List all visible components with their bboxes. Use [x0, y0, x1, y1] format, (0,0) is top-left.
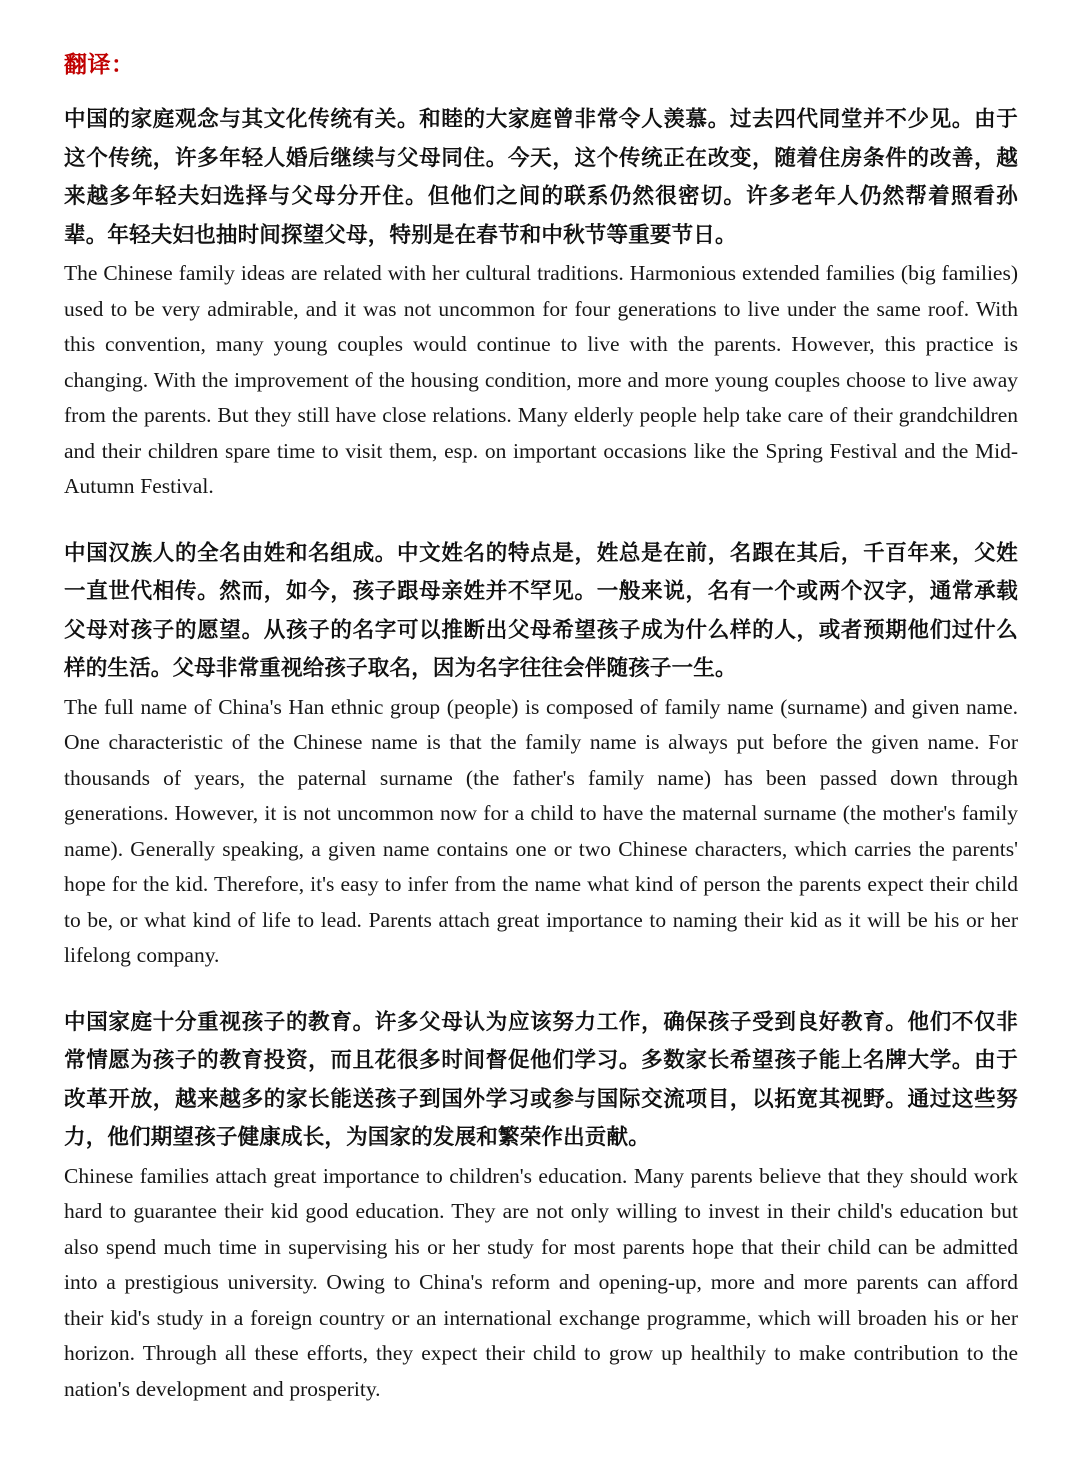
page-title: 翻译：	[64, 52, 135, 78]
translation-block-education	[64, 1004, 1018, 1408]
english-translation: Chinese families attach great importance to children's education. Many parents believe that they should work hard to guarantee their kid good education. They are not only willing to invest in their child's education but also spend much time in supervising his or her study for most parents hope that their child can be admitted into a prestigious university. Owing to China's reform and opening-up, more and more parents can afford their kid's study in a foreign country or an international exchange programme, which will broaden his or her horizon. Through all these efforts, they expect their child to grow up healthily to make contribution to the nation's development and prosperity.	[64, 1163, 1018, 1401]
english-translation: The Chinese family ideas are related with her cultural traditions. Harmonious extended families (big families) used to be very admirable, and it was not uncommon for four generations to live under the same roof. With this convention, many young couples would continue to live with the parents. However, this practice is changing. With the improvement of the housing condition, more and more young couples choose to live away from the parents. But they still have close relations. Many elderly people help take care of their grandchildren and their children spare time to visit them, esp. on important occasions like the Spring Festival and the Mid-Autumn Festival.	[64, 261, 1018, 499]
document-content	[64, 0, 1018, 1407]
chinese-passage: 中国汉族人的全名由姓和名组成。中文姓名的特点是，姓总是在前，名跟在其后，千百年来，父姓一直世代相传。然而，如今，孩子跟母亲姓并不罕见。一般来说，名有一个或两个汉字，通常承载父母对孩子的愿望。从孩子的名字可以推断出父母希望孩子成为什么样的人，或者预期他们过什么样的生活。父母非常重视给孩子取名，因为名字往往会伴随孩子一生。	[64, 540, 1018, 682]
translation-block-han-names	[64, 535, 1018, 974]
translation-block-family-ideas	[64, 101, 1018, 505]
chinese-passage: 中国家庭十分重视孩子的教育。许多父母认为应该努力工作，确保孩子受到良好教育。他们不仅非常情愿为孩子的教育投资，而且花很多时间督促他们学习。多数家长希望孩子能上名牌大学。由于改革开放，越来越多的家长能送孩子到国外学习或参与国际交流项目，以拓宽其视野。通过这些努力，他们期望孩子健康成长，为国家的发展和繁荣作出贡献。	[64, 1009, 1018, 1151]
chinese-passage: 中国的家庭观念与其文化传统有关。和睦的大家庭曾非常令人羡慕。过去四代同堂并不少见。由于这个传统，许多年轻人婚后继续与父母同住。今天，这个传统正在改变，随着住房条件的改善，越来越多年轻夫妇选择与父母分开住。但他们之间的联系仍然很密切。许多老年人仍然帮着照看孙辈。年轻夫妇也抽时间探望父母，特别是在春节和中秋节等重要节日。	[64, 107, 1018, 248]
english-translation: The full name of China's Han ethnic group (people) is composed of family name (surname) and given name. One characteristic of the Chinese name is that the family name is always put before the given name. For thousands of years, the paternal surname (the father's family name) has been passed down through generations. However, it is not uncommon now for a child to have the maternal surname (the mother's family name). Generally speaking, a given name contains one or two Chinese characters, which carries the parents' hope for the kid. Therefore, it's easy to infer from the name what kind of person the parents expect their child to be, or what kind of life to lead. Parents attach great importance to naming their kid as it will be his or her lifelong company.	[64, 694, 1018, 968]
